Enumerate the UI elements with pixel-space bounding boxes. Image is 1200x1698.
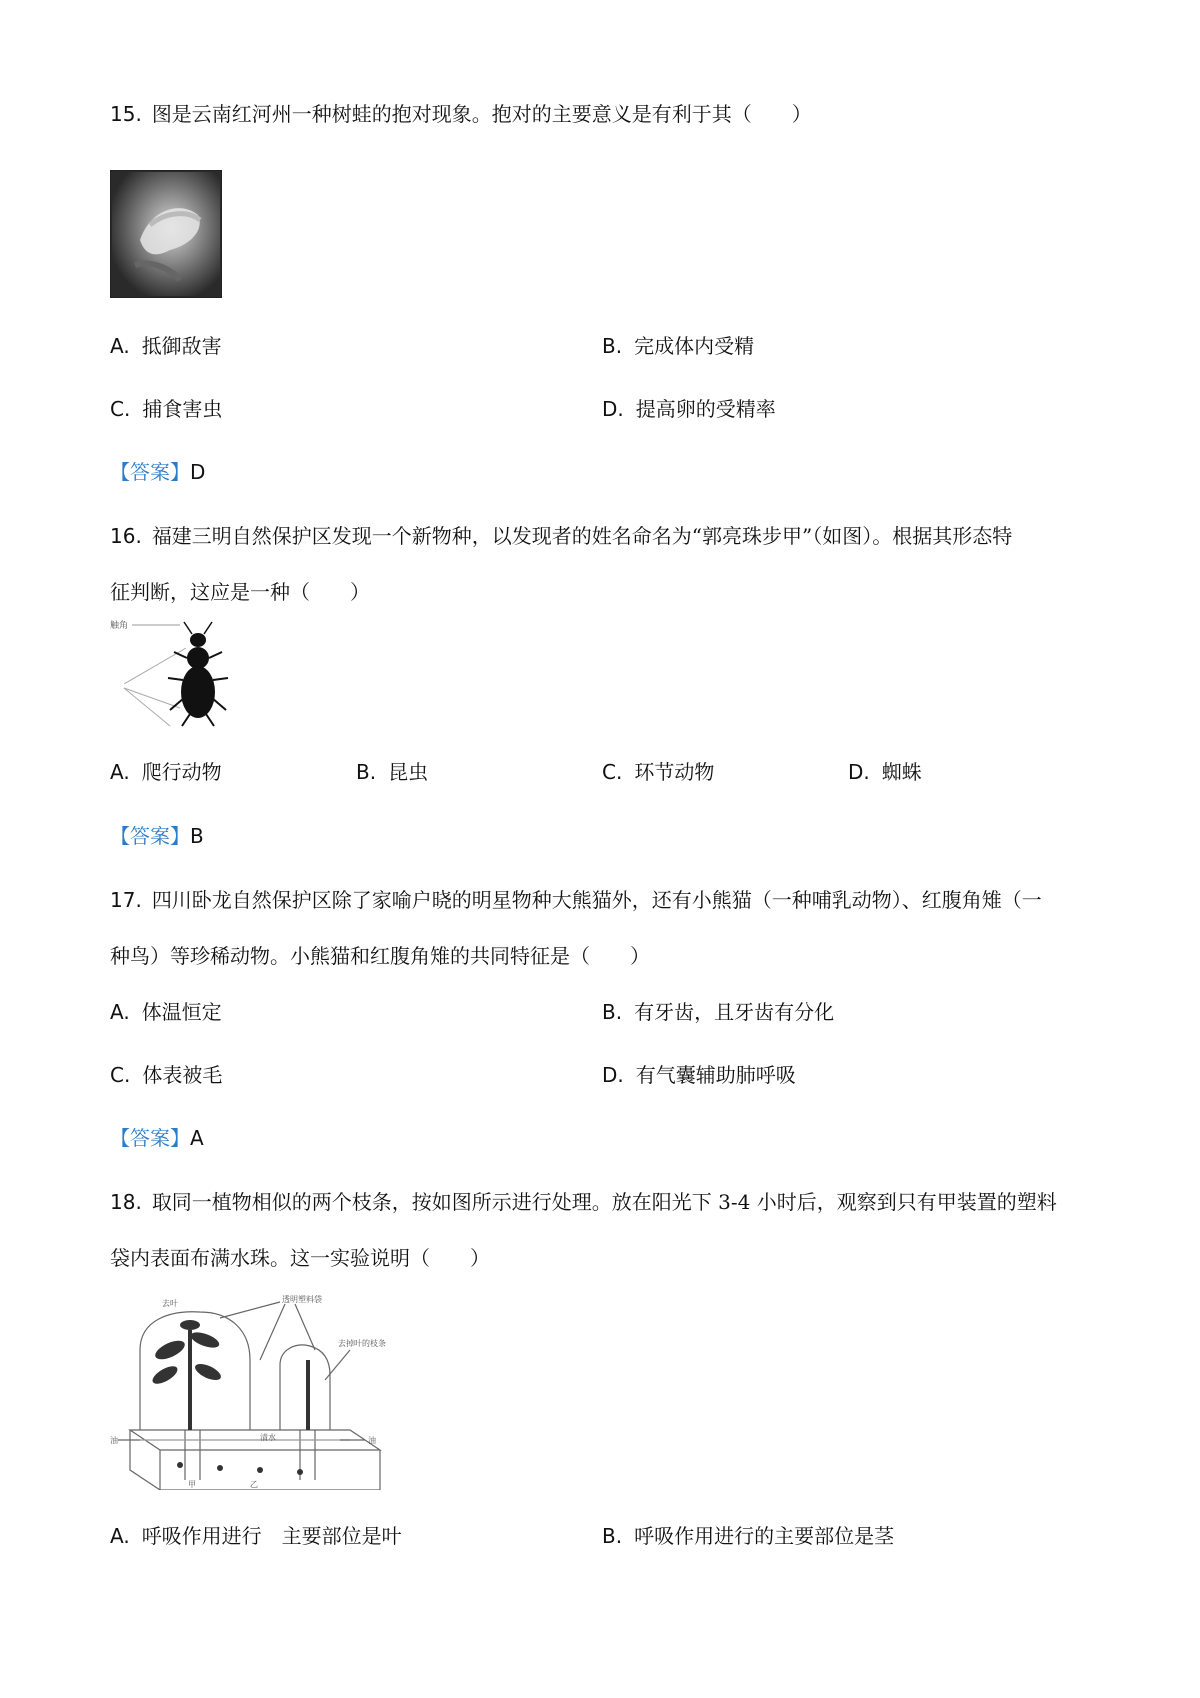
option-a[interactable] (110, 998, 222, 1026)
option-text: 爬行动物 (141, 760, 222, 784)
question-18 (110, 1188, 1057, 1216)
option-d[interactable] (602, 1061, 796, 1089)
question-16-line2 (110, 578, 370, 606)
option-text: 体温恒定 (141, 1000, 222, 1024)
option-a[interactable] (110, 332, 222, 360)
option-b[interactable] (602, 1522, 894, 1550)
option-d[interactable] (848, 758, 922, 786)
tree-frog-image (110, 170, 222, 298)
question-text-line2: 征判断，这应是一种（ ） (110, 580, 370, 604)
answer-16 (110, 822, 204, 850)
question-text: 图是云南红河州一种树蛙的抱对现象。抱对的主要意义是有利于其（ ） (151, 102, 812, 126)
question-15 (110, 100, 812, 128)
option-b[interactable] (356, 758, 428, 786)
answer-tag: 【答案】 (110, 824, 190, 848)
label-jia: 甲 (188, 1480, 196, 1489)
option-letter: D. (848, 760, 870, 784)
question-text-line1: 取同一植物相似的两个枝条，按如图所示进行处理。放在阳光下 3-4 小时后，观察到只有甲装置的塑料 (151, 1190, 1057, 1214)
option-b[interactable] (602, 998, 834, 1026)
answer-tag: 【答案】 (110, 1126, 190, 1150)
option-a[interactable] (110, 1522, 402, 1550)
option-text: 蜘蛛 (881, 760, 922, 784)
question-17-line2 (110, 942, 650, 970)
label-oil-right: 油 (368, 1436, 376, 1445)
question-number: 16. (110, 524, 142, 548)
option-text: 昆虫 (388, 760, 429, 784)
question-number: 17. (110, 888, 142, 912)
question-number: 18. (110, 1190, 142, 1214)
option-letter: C. (110, 1063, 131, 1087)
option-b[interactable] (602, 332, 754, 360)
option-text: 呼吸作用进行的主要部位是茎 (634, 1524, 895, 1548)
question-text-line1: 四川卧龙自然保护区除了家喻户晓的明星物种大熊猫外，还有小熊猫（一种哺乳动物）、红腹角雉（一 (151, 888, 1042, 912)
option-letter: D. (602, 397, 624, 421)
question-18-line2 (110, 1244, 490, 1272)
option-text: 完成体内受精 (634, 334, 755, 358)
question-text-line2: 种鸟）等珍稀动物。小熊猫和红腹角雉的共同特征是（ ） (110, 944, 650, 968)
label-yi: 乙 (250, 1480, 258, 1489)
question-number: 15. (110, 102, 142, 126)
option-text: 体表被毛 (142, 1063, 223, 1087)
option-letter: A. (110, 1000, 130, 1024)
answer-tag: 【答案】 (110, 460, 190, 484)
question-16 (110, 522, 1012, 550)
experiment-figure (110, 1290, 410, 1490)
option-text: 呼吸作用进行 主要部位是叶 (141, 1524, 402, 1548)
beetle-figure (110, 618, 240, 730)
answer-value: A (190, 1126, 204, 1150)
answer-15 (110, 458, 205, 486)
label-leaf: 去叶 (162, 1299, 178, 1308)
question-text-line2: 袋内表面布满水珠。这一实验说明（ ） (110, 1246, 490, 1270)
option-c[interactable] (110, 1061, 222, 1089)
option-c[interactable] (602, 758, 714, 786)
antenna-label: 触角 (110, 621, 129, 631)
option-text: 有牙齿，且牙齿有分化 (634, 1000, 835, 1024)
option-text: 有气囊辅助肺呼吸 (635, 1063, 796, 1087)
option-c[interactable] (110, 395, 222, 423)
option-letter: B. (602, 1524, 623, 1548)
question-17 (110, 886, 1042, 914)
option-text: 捕食害虫 (142, 397, 223, 421)
option-letter: D. (602, 1063, 624, 1087)
option-text: 抵御敌害 (141, 334, 222, 358)
label-bag: 透明塑料袋 (282, 1295, 322, 1304)
option-letter: B. (602, 1000, 623, 1024)
question-text-line1: 福建三明自然保护区发现一个新物种，以发现者的姓名命名为“郭亮珠步甲”（如图）。根据其形态特 (151, 524, 1013, 548)
option-d[interactable] (602, 395, 776, 423)
option-letter: A. (110, 760, 130, 784)
option-letter: A. (110, 334, 130, 358)
option-letter: A. (110, 1524, 130, 1548)
label-branch: 去掉叶的枝条 (338, 1339, 386, 1348)
option-a[interactable] (110, 758, 222, 786)
answer-value: B (190, 824, 204, 848)
option-letter: C. (110, 397, 131, 421)
label-water: 清水 (260, 1433, 276, 1442)
answer-value: D (190, 460, 206, 484)
option-text: 环节动物 (634, 760, 715, 784)
answer-17 (110, 1124, 204, 1152)
option-text: 提高卵的受精率 (635, 397, 776, 421)
option-letter: C. (602, 760, 623, 784)
label-oil-left: 油 (110, 1436, 118, 1445)
option-letter: B. (356, 760, 377, 784)
option-letter: B. (602, 334, 623, 358)
